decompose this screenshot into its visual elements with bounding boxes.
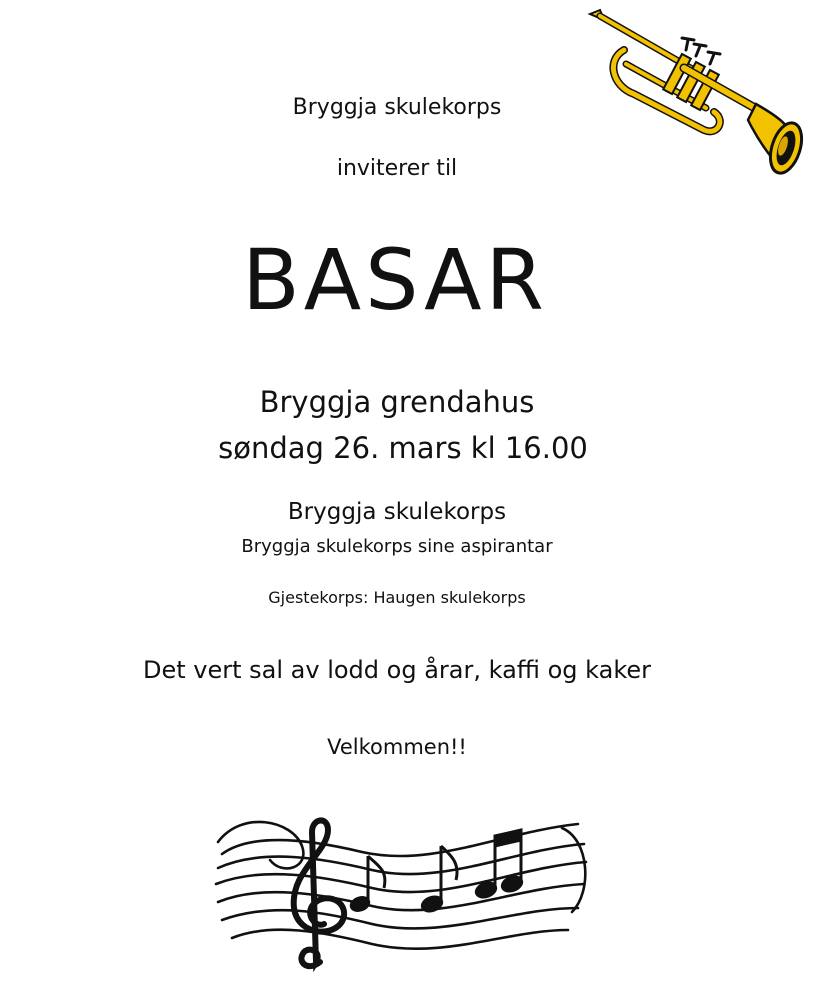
performer-aspirants: Bryggja skulekorps sine aspirantar (241, 536, 553, 557)
invite-text: inviterer til (336, 156, 458, 181)
welcome-text: Velkommen!! (327, 735, 467, 759)
performer-main: Bryggja skulekorps (287, 499, 507, 525)
sale-info: Det vert sal av lodd og årar, kaffi og kaker (142, 656, 652, 684)
event-date: søndag 26. mars kl 16.00 (218, 431, 588, 465)
event-venue: Bryggja grendahus (259, 385, 535, 419)
trumpet-icon (586, 8, 808, 178)
host-name: Bryggja skulekorps (292, 95, 502, 120)
music-notes-icon (212, 812, 592, 977)
event-title: BASAR (242, 231, 548, 329)
guest-band: Gjestekorps: Haugen skulekorps (268, 588, 526, 607)
